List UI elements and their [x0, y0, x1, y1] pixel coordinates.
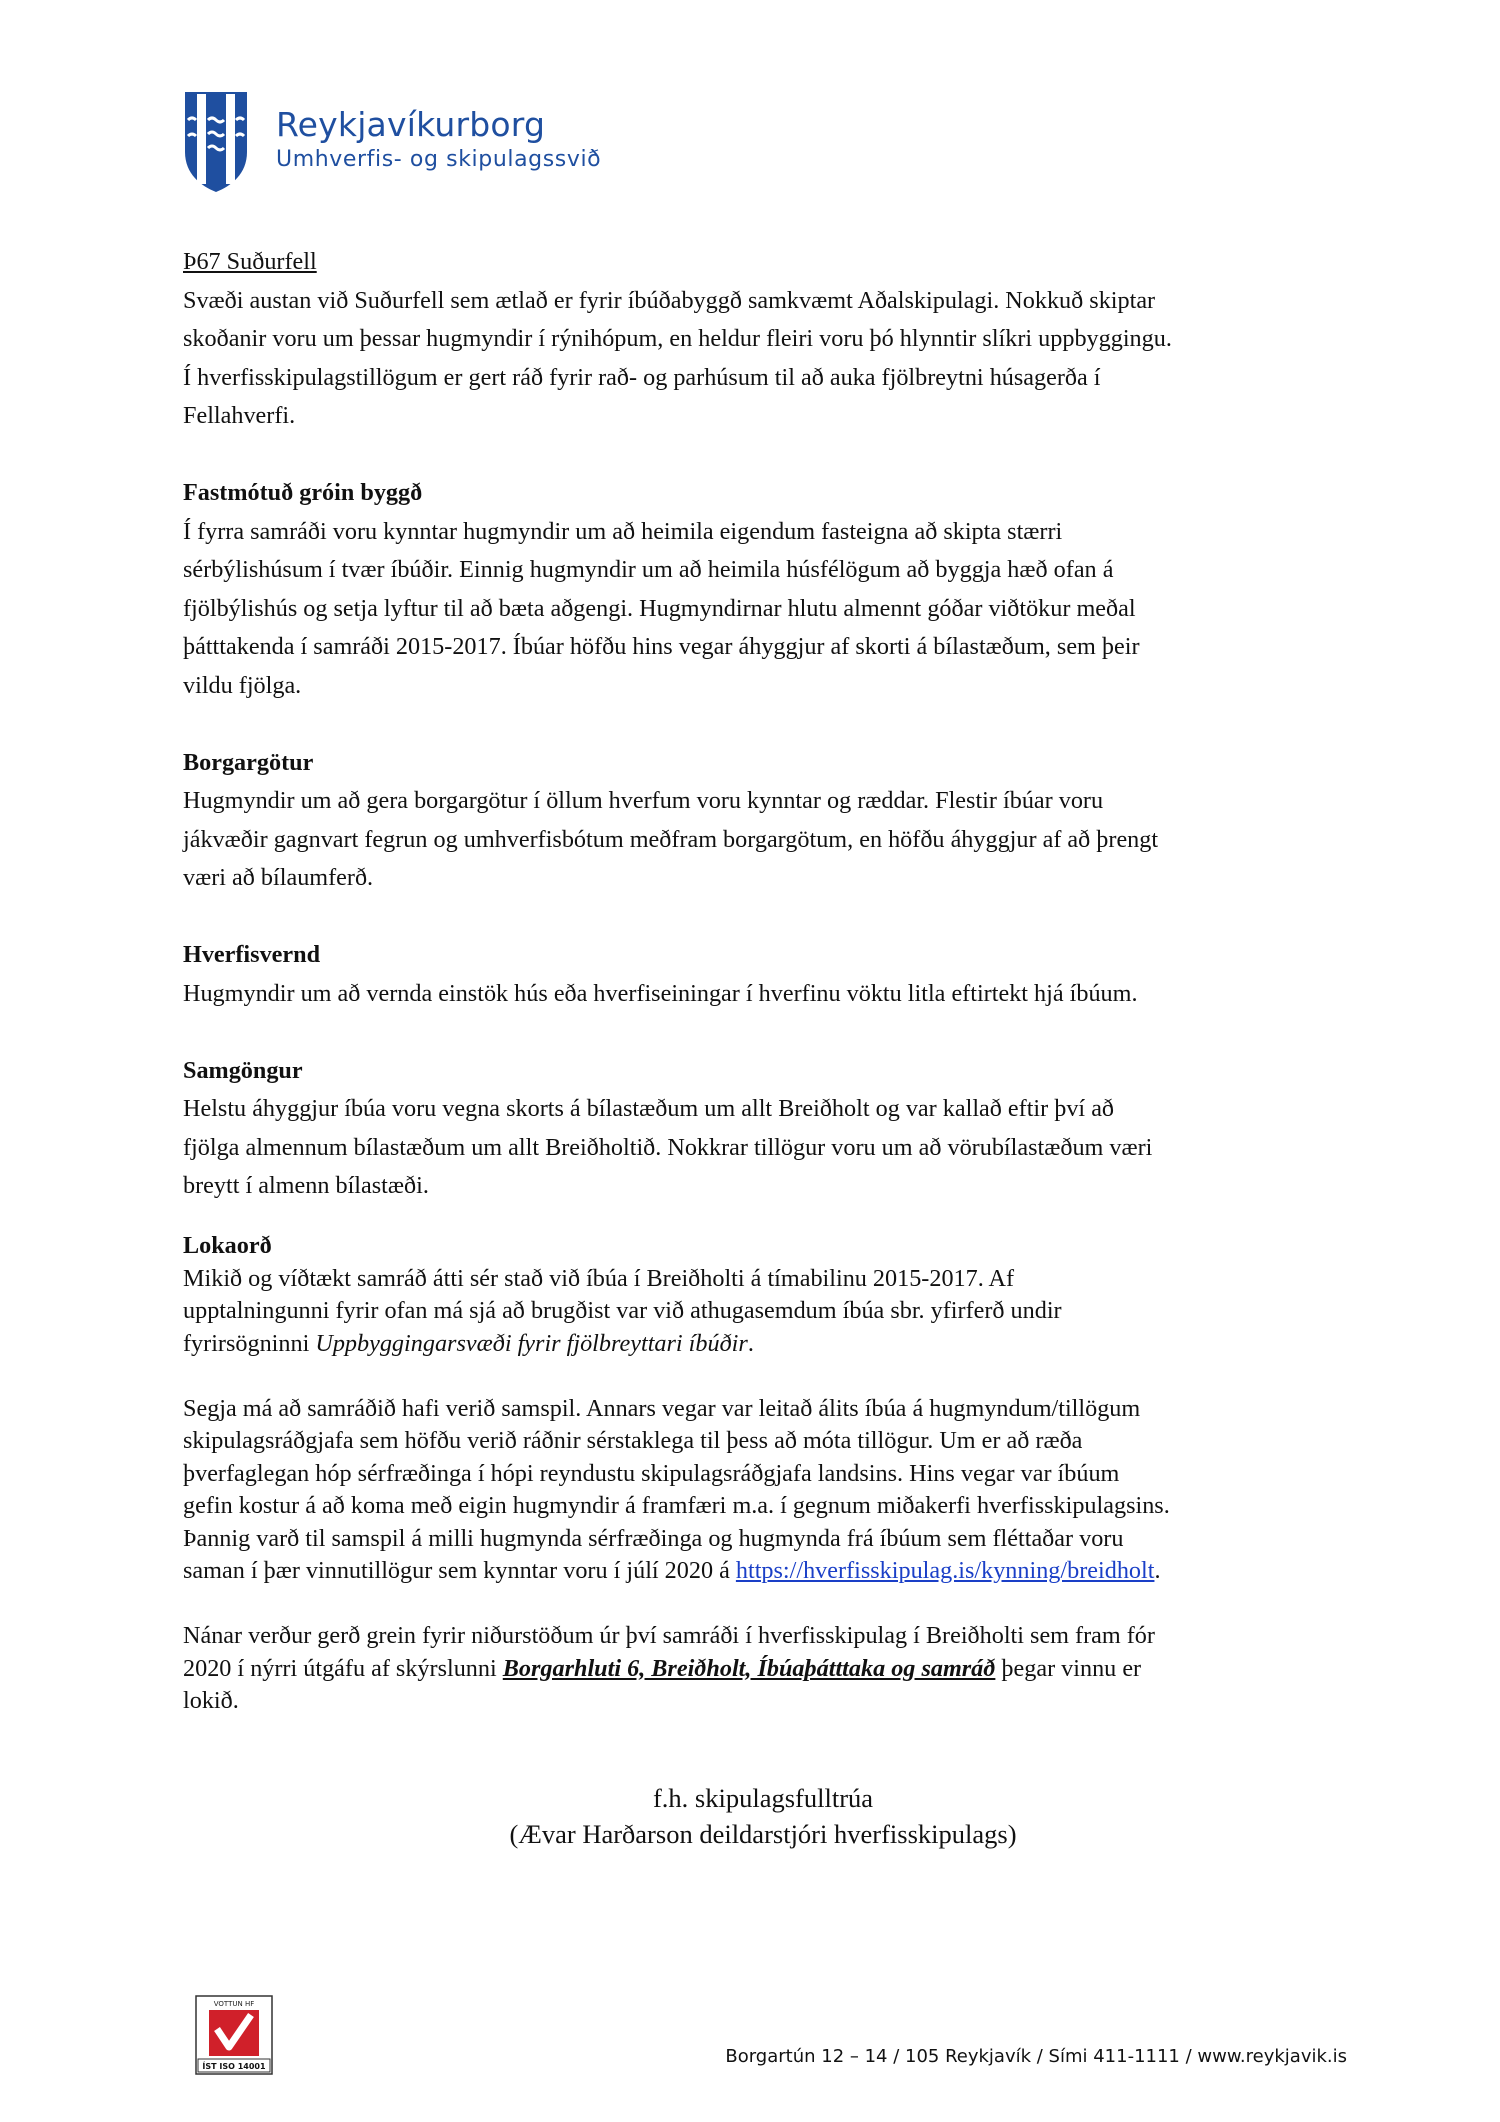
- signature-line: f.h. skipulagsfulltrúa: [652, 1783, 874, 1813]
- body-line: skipulagsráðgjafa sem höfðu verið ráðnir sérstaklega til þess að móta tillögur. Um er að ræða: [183, 1427, 1083, 1454]
- body-line: upptalningunni fyrir ofan má sjá að brugðist var við athugasemdum íbúa sbr. yfirferð undir: [183, 1297, 1062, 1324]
- body-line: þverfaglegan hóp sérfræðinga í hópi reyndustu skipulagsráðgjafa landsins. Hins vegar var íbúum: [183, 1459, 1120, 1487]
- sections-block: [183, 243, 1343, 1206]
- section-title-hverfisvernd: Hverfisvernd: [183, 941, 321, 968]
- body-line: lokið.: [183, 1687, 239, 1714]
- body-line: 2020 í nýrri útgáfu af skýrslunni Borgarhluti 6, Breiðholt, Íbúaþátttaka og samráð þegar vinnu er: [183, 1654, 1142, 1682]
- section-title-samgongur: Samgöngur: [183, 1056, 303, 1084]
- body-line: fjölbýlishús og setja lyftur til að bæta aðgengi. Hugmyndirnar hlutu almennt góðar viðtökur meðal: [183, 594, 1136, 622]
- cert-top-text: VOTTUN HF: [213, 2000, 255, 2008]
- org-department: Umhverfis- og skipulagssvið: [276, 147, 602, 172]
- org-text: [276, 106, 601, 174]
- signature-block: [183, 1780, 1343, 1852]
- body-line: Hugmyndir um að vernda einstök hús eða hverfiseiningar í hverfinu vöktu litla eftirtekt hjá íbúum.: [183, 979, 1138, 1007]
- section-title-borgargotur: Borgargötur: [183, 748, 314, 776]
- body-line: jákvæðir gagnvart fegrun og umhverfisbótum meðfram borgargötum, en höfðu áhyggjur af að þrengt: [183, 825, 1159, 853]
- body-line: Segja má að samráðið hafi verið samspil. Annars vegar var leitað álits íbúa á hugmyndum/tillögum: [183, 1394, 1141, 1422]
- org-name: Reykjavíkurborg: [276, 105, 546, 144]
- header-logo: [183, 90, 601, 194]
- section-title-fastmotud: Fastmótuð gróin byggð: [183, 479, 423, 506]
- body-line: breytt í almenn bílastæði.: [183, 1172, 429, 1199]
- body-line: fyrirsögninni Uppbyggingarsvæði fyrir fjölbreyttari íbúðir.: [183, 1329, 754, 1357]
- body-line: Mikið og víðtækt samráð átti sér stað við íbúa í Breiðholti á tímabilinu 2015-2017. Af: [183, 1264, 1015, 1292]
- signature-name: (Ævar Harðarson deildarstjóri hverfisskipulags): [509, 1819, 1017, 1849]
- iso-certification-icon: [195, 1995, 273, 2075]
- body-line: Hugmyndir um að gera borgargötur í öllum hverfum voru kynntar og ræddar. Flestir íbúar voru: [183, 787, 1104, 814]
- body-line: Nánar verður gerð grein fyrir niðurstöðum úr því samráði í hverfisskipulag í Breiðholti sem fram fór: [183, 1622, 1155, 1649]
- body-line: Þannig varð til samspil á milli hugmynda sérfræðinga og hugmynda frá íbúum sem fléttaðar voru: [183, 1524, 1124, 1552]
- body-line: Helstu áhyggjur íbúa voru vegna skorts á bílastæðum um allt Breiðholt og var kallað eftir því að: [183, 1095, 1115, 1122]
- cert-bottom-text: ÍST ISO 14001: [202, 2062, 266, 2071]
- body-line: gefin kostur á að koma með eigin hugmyndir á framfæri m.a. í gegnum miðakerfi hverfisskipulagsins.: [183, 1492, 1170, 1519]
- italic-reference: Uppbyggingarsvæði fyrir fjölbreyttari íbúðir: [315, 1329, 748, 1357]
- reykjavik-shield-icon: [183, 90, 249, 194]
- body-line: vildu fjölga.: [183, 671, 302, 699]
- body-line: væri að bílaumferð.: [183, 864, 374, 891]
- body-line: Fellahverfi.: [183, 402, 296, 429]
- report-title: Borgarhluti 6, Breiðholt, Íbúaþátttaka og samráð: [502, 1654, 996, 1682]
- body-line: sérbýlishúsum í tvær íbúðir. Einnig hugmyndir um að heimila húsfélögum að byggja hæð ofan á: [183, 556, 1114, 583]
- body-line: Í fyrra samráði voru kynntar hugmyndir um að heimila eigendum fasteigna að skipta stærri: [183, 517, 1063, 545]
- closing-block: [183, 1230, 1343, 1718]
- body-line: fjölga almennum bílastæðum um allt Breiðholtið. Nokkrar tillögur voru um að vörubílastæðum væri: [183, 1133, 1153, 1161]
- body-line: Í hverfisskipulagstillögum er gert ráð fyrir rað- og parhúsum til að auka fjölbreytni húsagerða í: [183, 363, 1101, 391]
- footer-address: Borgartún 12 – 14 / 105 Reykjavík / Sími 411-1111 / www.reykjavik.is: [725, 2046, 1347, 2067]
- hverfisskipulag-link[interactable]: https://hverfisskipulag.is/kynning/breidholt: [735, 1557, 1155, 1584]
- section-title-lokaord: Lokaorð: [183, 1232, 272, 1259]
- body-line: skoðanir voru um þessar hugmyndir í rýnihópum, en heldur fleiri voru þó hlynntir slíkri uppbyggingu.: [183, 325, 1172, 352]
- section-title-sudurfell: Þ67 Suðurfell: [183, 248, 317, 275]
- body-line: saman í þær vinnutillögur sem kynntar voru í júlí 2020 á https://hverfisskipulag.is/kynning/breidholt.: [183, 1557, 1161, 1584]
- body-line: þátttakenda í samráði 2015-2017. Íbúar höfðu hins vegar áhyggjur af skorti á bílastæðum, sem þeir: [183, 633, 1140, 660]
- body-line: Svæði austan við Suðurfell sem ætlað er fyrir íbúðabyggð samkvæmt Aðalskipulagi. Nokkuð skiptar: [183, 286, 1156, 314]
